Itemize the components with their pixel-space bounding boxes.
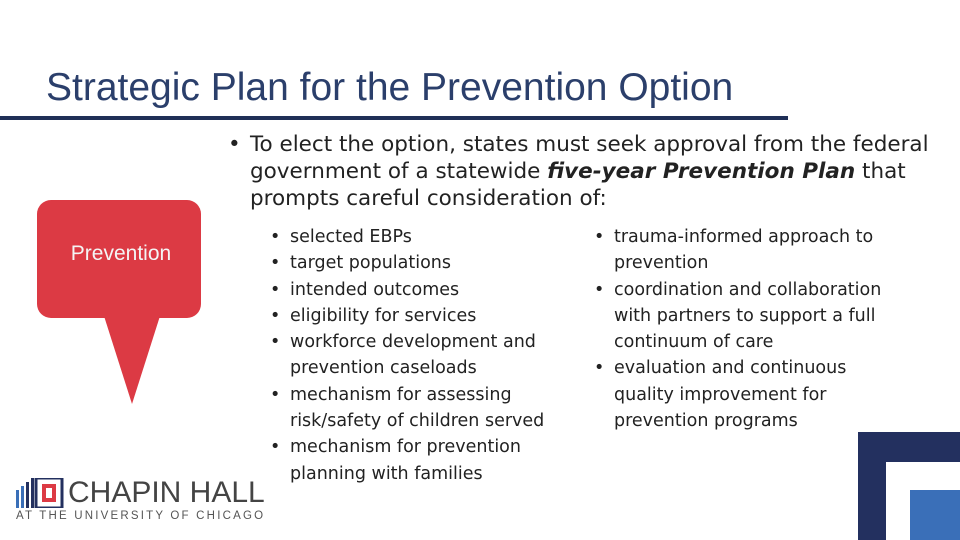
callout-pointer	[104, 316, 160, 404]
list-item: • intended outcomes	[266, 277, 566, 303]
list-item: • coordination and collaboration with partners to support a full continuum of care	[590, 277, 910, 356]
logo-subtitle: AT THE UNIVERSITY OF CHICAGO	[16, 510, 266, 522]
list-item: • target populations	[266, 250, 566, 276]
intro-text-start: To elect the option, states must seek approval from the federal government of a statewide	[250, 132, 929, 184]
list-item: • selected EBPs	[266, 224, 566, 250]
logo-name: CHAPIN HALL	[68, 476, 265, 509]
list-item: • mechanism for assessing risk/safety of children served	[266, 382, 566, 435]
list-item: • eligibility for services	[266, 303, 566, 329]
list-item: • evaluation and continuous quality improvement for prevention programs	[590, 355, 910, 434]
list-item: • workforce development and prevention caseloads	[266, 329, 566, 382]
callout-label: Prevention	[70, 242, 172, 265]
right-consideration-list	[590, 224, 910, 434]
intro-text-end: that prompts careful consideration of:	[250, 159, 906, 211]
intro-bullet: •	[228, 132, 241, 157]
corner-decoration-blue	[910, 490, 960, 540]
left-consideration-list	[266, 224, 566, 487]
title-underline	[0, 116, 788, 120]
intro-emphasis: five-year Prevention Plan	[547, 159, 856, 184]
logo-mark-icon	[16, 478, 64, 508]
slide-title: Strategic Plan for the Prevention Option	[46, 66, 734, 109]
intro-paragraph	[228, 131, 950, 212]
list-item: • mechanism for prevention planning with families	[266, 434, 566, 487]
list-item: • trauma-informed approach to prevention	[590, 224, 910, 277]
